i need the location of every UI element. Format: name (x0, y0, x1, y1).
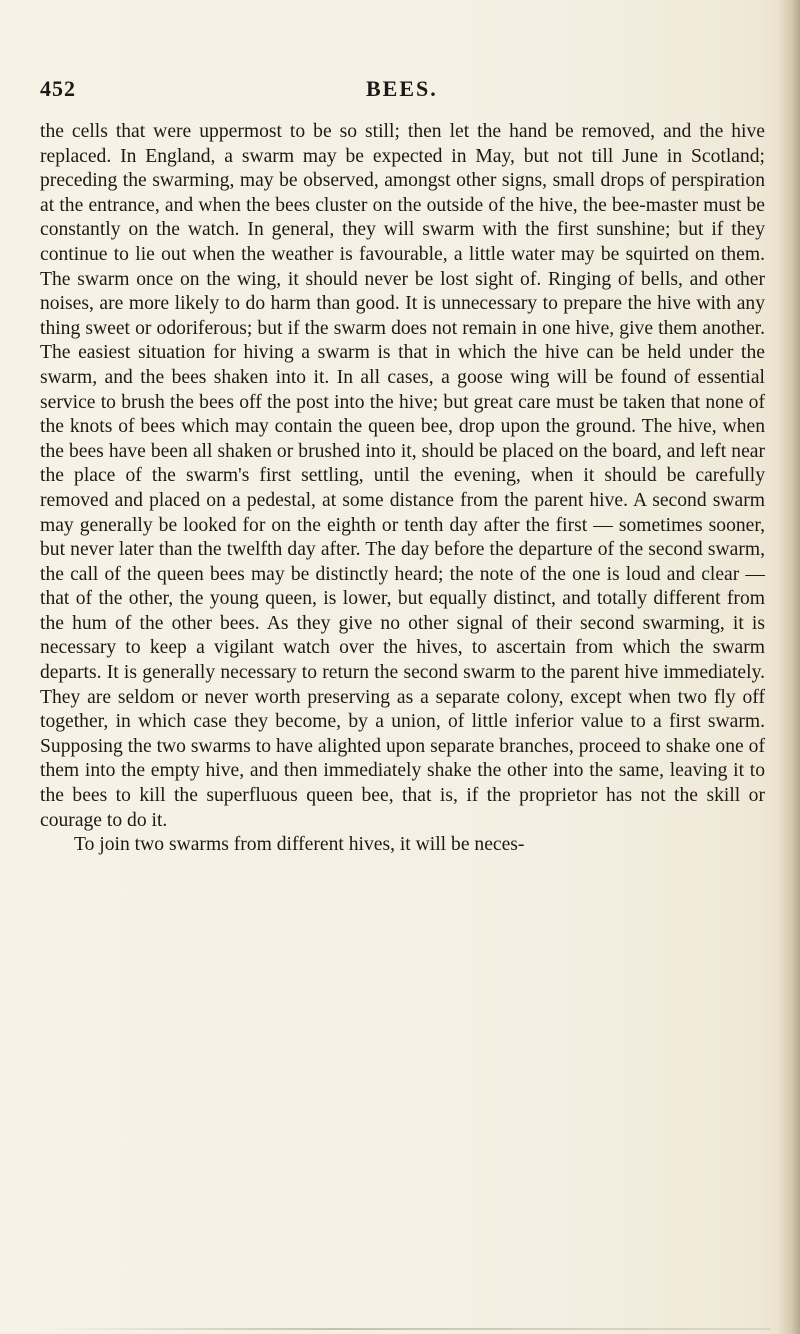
running-title: BEES. (366, 76, 438, 101)
page-edge-shadow (778, 0, 800, 1334)
page-number: 452 (40, 76, 76, 101)
paragraph-2: To join two swarms from different hives, it will be neces- (74, 834, 525, 856)
bottom-edge (40, 1328, 770, 1330)
paragraph-1: the cells that were uppermost to be so still; then let the hand be removed, and the hive replaced. In England, a swarm may be expected in May, but not till June in Scotland; preceding the swarming, may be observed, amongst other signs, small drops of perspiration at the entrance, and when the bees cluster on the outside of the hive, the bee-master must be constantly on the watch. In general, they will swarm with the first sunshine; but if they continue to lie out when the weather is favourable, a little water may be squirted on them. The swarm once on the wing, it should never be lost sight of. Ringing of bells, and other noises, are more likely to do harm than good. It is unnecessary to prepare the hive with any thing sweet or odoriferous; but if the swarm does not remain in one hive, give them another. The easiest situation for hiving a swarm is that in which the hive can be held under the swarm, and the bees shaken into it. In all cases, a goose wing will be found of essential service to brush the bees off the post into the hive; but great care must be taken that none of the knots of bees which may contain the queen bee, drop upon the ground. The hive, when the bees have been all shaken or brushed into it, should be placed on the board, and left near the place of the swarm's first settling, until the evening, when it should be carefully removed and placed on a pedestal, at some distance from the parent hive. A second swarm may generally be looked for on the eighth or tenth day after the first — sometimes sooner, but never later than the twelfth day after. The day before the departure of the second swarm, the call of the queen bees may be distinctly heard; the note of the one is loud and clear — that of the other, the young queen, is lower, but equally distinct, and totally different from the hum of the other bees. As they give no other signal of their second swarming, it is necessary to keep a vigilant watch over the hives, to ascertain from which the swarm departs. It is generally necessary to return the second swarm to the parent hive immediately. They are seldom or never worth preserving as a separate colony, except when two fly off together, in which case they become, by a union, of little inferior value to a first swarm. Supposing the two swarms to have alighted upon separate branches, proceed to shake one of them into the empty hive, and then immediately shake the other into the same, leaving it to the bees to kill the superfluous queen bee, that is, if the proprietor has not the skill or courage to do it. (40, 121, 765, 831)
body-text (40, 120, 765, 858)
page-header (40, 76, 760, 116)
